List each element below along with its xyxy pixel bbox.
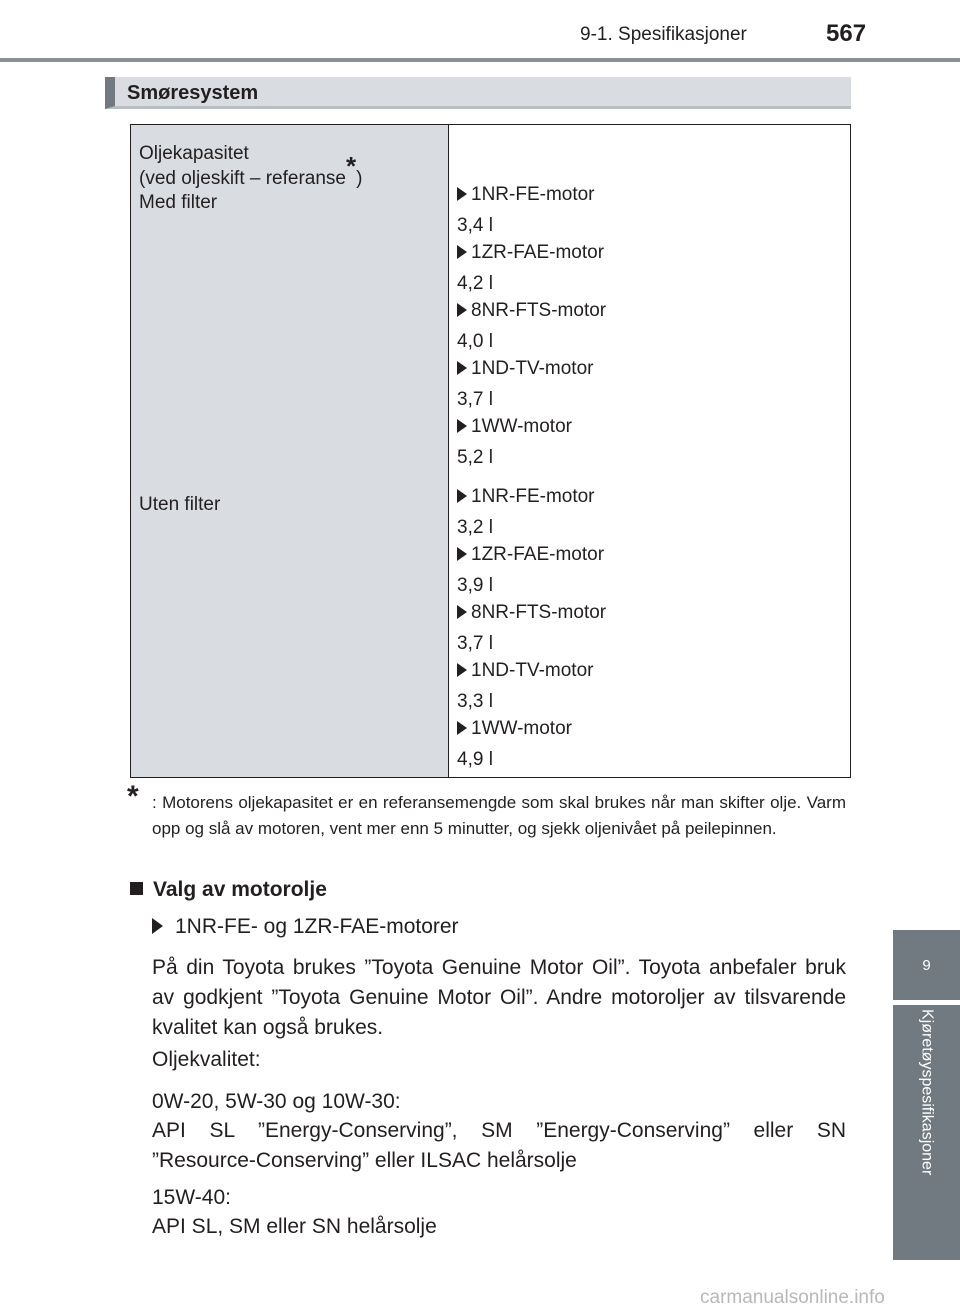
side-tab: [893, 1005, 960, 1260]
list-item: 1NR-FE-motor: [457, 184, 595, 206]
engine-bullet: [152, 915, 459, 939]
side-tab-number: [893, 930, 960, 1000]
section-title: Smøresystem: [127, 82, 259, 104]
list-item-value: 4,9 l: [457, 749, 493, 770]
footnote: [127, 780, 846, 842]
page-number: 567: [826, 20, 867, 47]
paragraph-oil-quality-label: Oljekvalitet:: [152, 1048, 261, 1071]
list-item-value: 3,9 l: [457, 575, 493, 596]
list-item-value: 3,3 l: [457, 691, 493, 712]
oil-capacity-table: [130, 124, 851, 778]
table-value-column: [449, 125, 850, 777]
list-item-value: 3,2 l: [457, 517, 493, 538]
reference-star: *: [346, 150, 357, 181]
paragraph-grade-spec-2: API SL, SM eller SN helårsolje: [152, 1215, 437, 1238]
list-item: 1ND-TV-motor: [457, 358, 593, 380]
list-item-value: 3,4 l: [457, 215, 493, 236]
footnote-text: : Motorens oljekapasitet er en referansemengde som skal brukes når man skifter olje. Varm opp og slå av motoren, vent mer enn 5 minutter, og sjekk oljenivået på peilepinnen.: [152, 793, 846, 838]
arrow-right-icon: [457, 303, 467, 317]
chapter-label: Kjøretøyspesifikasjoner: [918, 1009, 936, 1176]
list-item: 8NR-FTS-motor: [457, 602, 606, 624]
paragraph-grade-spec-1: API SL ”Energy-Conserving”, SM ”Energy-Conserving” eller SN ”Resource-Conserving” eller ILSAC helårsolje: [152, 1119, 846, 1172]
arrow-right-icon: [457, 419, 467, 433]
header-rule: [0, 58, 960, 62]
list-item: 1NR-FE-motor: [457, 486, 595, 508]
watermark: carmanualsonline.info: [700, 1287, 885, 1308]
list-item: 1ND-TV-motor: [457, 660, 593, 682]
paragraph-grade-heading-1: 0W-20, 5W-30 og 10W-30:: [152, 1090, 401, 1113]
engine-bullet-text: 1NR-FE- og 1ZR-FAE-motorer: [175, 915, 459, 938]
subsection-title: Valg av motorolje: [153, 878, 327, 901]
paragraph-grade-heading-2: 15W-40:: [152, 1186, 231, 1209]
label-without-filter: Uten filter: [139, 494, 221, 515]
section-heading-bar: [105, 77, 851, 109]
list-item-value: 3,7 l: [457, 389, 493, 410]
list-item-value: 4,2 l: [457, 273, 493, 294]
list-item-value: 3,7 l: [457, 633, 493, 654]
list-item: 1WW-motor: [457, 416, 572, 438]
arrow-right-icon: [457, 605, 467, 619]
arrow-right-icon: [457, 361, 467, 375]
footnote-star: *: [127, 780, 139, 813]
list-item: 1ZR-FAE-motor: [457, 544, 604, 566]
list-item-value: 5,2 l: [457, 447, 493, 468]
label-reference: (ved oljeskift – referanse*): [139, 150, 363, 189]
arrow-right-icon: [457, 187, 467, 201]
arrow-right-icon: [457, 663, 467, 677]
arrow-right-icon: [457, 547, 467, 561]
chapter-number: 9: [922, 956, 931, 974]
arrow-right-icon: [457, 245, 467, 259]
paragraph-recommendation: På din Toyota brukes ”Toyota Genuine Motor Oil”. Toyota anbefaler bruk av godkjent ”Toyota Genuine Motor Oil”. Andre motoroljer av tilsvarende kvalitet kan også brukes.: [152, 956, 846, 1039]
subsection-heading: [130, 878, 327, 902]
list-item: 8NR-FTS-motor: [457, 300, 606, 322]
arrow-right-icon: [152, 918, 163, 934]
list-item: 1WW-motor: [457, 718, 572, 740]
label-with-filter: Med filter: [139, 192, 218, 213]
table-label-column: [131, 125, 449, 777]
list-item-value: 4,0 l: [457, 331, 493, 352]
square-bullet-icon: [130, 882, 143, 895]
arrow-right-icon: [457, 489, 467, 503]
header-section-title: 9-1. Spesifikasjoner: [580, 24, 747, 45]
arrow-right-icon: [457, 721, 467, 735]
label-oil-capacity: Oljekapasitet: [139, 143, 249, 164]
list-item: 1ZR-FAE-motor: [457, 242, 604, 264]
